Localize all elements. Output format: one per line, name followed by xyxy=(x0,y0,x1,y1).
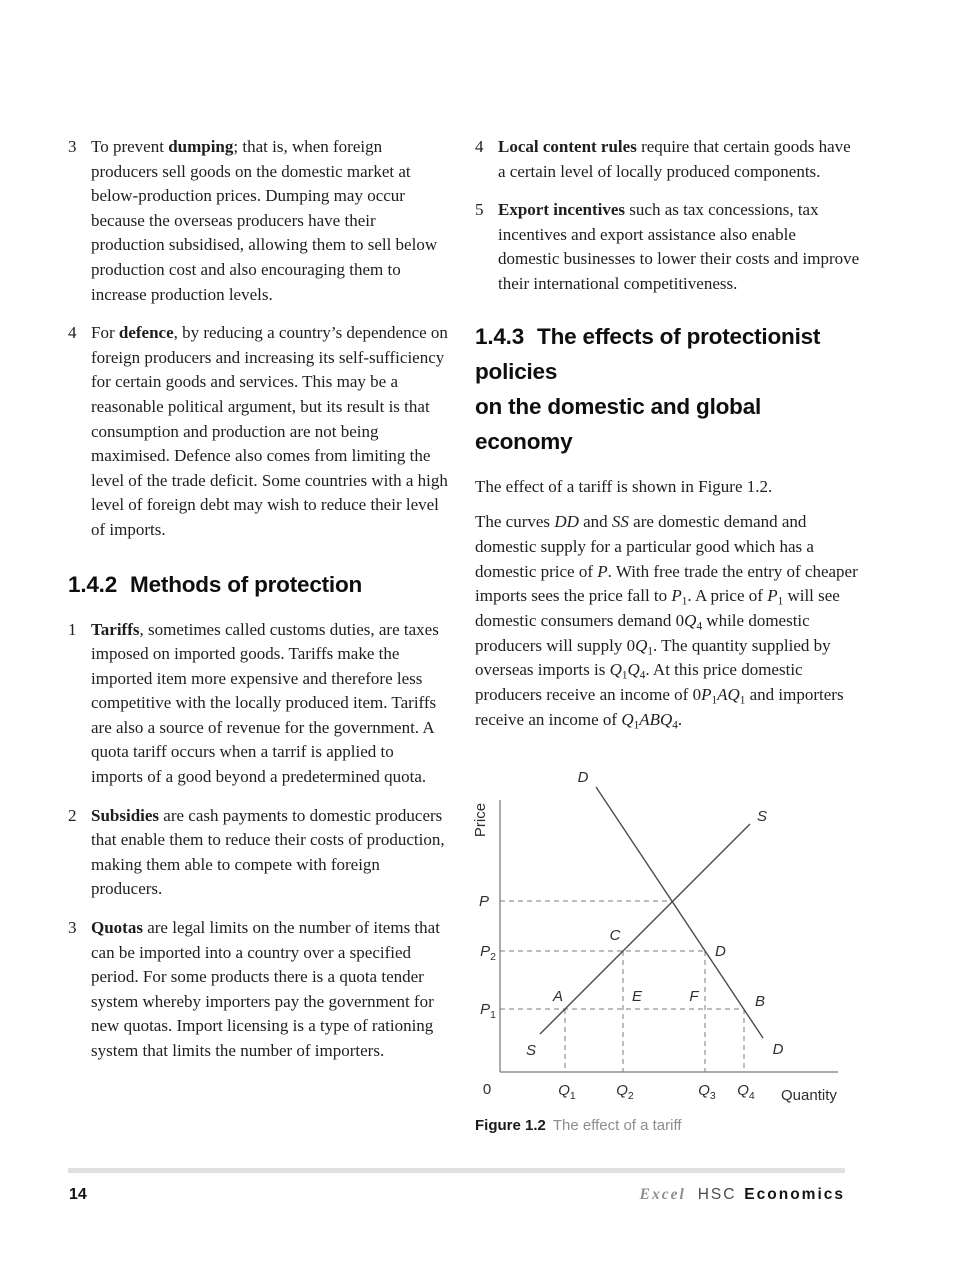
footer-divider-bar xyxy=(68,1168,845,1173)
price-p-label: P xyxy=(478,893,489,910)
section-heading-143 xyxy=(475,319,861,459)
left-column xyxy=(68,135,449,1078)
section-title-line1: The effects of protectionist policies xyxy=(475,323,821,384)
figure-caption-label: Figure 1.2 xyxy=(475,1117,546,1134)
section-heading-142 xyxy=(68,569,449,601)
section-number: 1.4.3 xyxy=(475,323,525,349)
brand-hsc: HSC xyxy=(697,1186,737,1203)
quantity-q4-label: $Q_4$ xyxy=(737,1082,755,1102)
price-p1-label: $P_1$ xyxy=(480,1001,496,1021)
point-f-label: F xyxy=(689,988,699,1005)
list-item-text: Local content rules require that certain goods have a certain level of locally produced components. xyxy=(498,137,851,181)
price-p2-label: $P_2$ xyxy=(480,943,496,963)
y-axis-title: Price xyxy=(472,802,489,838)
section-title-line2: on the domestic and global economy xyxy=(475,393,762,454)
supply-top-label: S xyxy=(756,808,768,825)
figure-1-2-diagram xyxy=(463,750,865,1112)
right-column xyxy=(475,135,861,733)
point-e-label: E xyxy=(631,988,643,1005)
list-item xyxy=(68,916,449,1064)
quantity-q2-label: $Q_2$ xyxy=(616,1082,634,1102)
list-item-text: Tariffs, sometimes called customs duties, are taxes imposed on imported goods. Tariffs make the imported item more expensive and therefore less competitive with the locally produced item. Tariffs are also a source of revenue for the government. A quota tariff occurs when a tarrif is applied to imports of a good beyond a predetermined quota. xyxy=(91,619,439,787)
list-item-text: Subsidies are cash payments to domestic producers that enable them to reduce their costs of production, making them able to compete with foreign producers. xyxy=(91,805,445,899)
brand-excel: Excel xyxy=(639,1186,686,1203)
paragraph-tariff-analysis: The curves DD and SS are domestic demand and domestic supply for a particular good which has a domestic price of P. With free trade the entry of cheaper imports sees the price fall to $P_1$. A price of $P_1$ will see domestic consumers demand $0Q_4$ while domestic producers will supply $0Q_1$. The quantity supplied by overseas imports is $Q_1Q_4$. At this price domestic producers receive an income of $0P_1AQ_1$ and importers receive an income of $Q_1ABQ_4$. xyxy=(475,512,858,732)
supply-curve xyxy=(540,824,750,1034)
figure-caption xyxy=(475,1116,682,1136)
list-item-number: 3 xyxy=(68,137,77,156)
list-item xyxy=(68,618,449,790)
list-item xyxy=(68,321,449,542)
demand-mid-label: D xyxy=(715,943,726,960)
list-item-number: 5 xyxy=(475,200,484,220)
point-c-label: C xyxy=(609,927,621,944)
list-item-text: For defence, by reducing a country’s dependence on foreign producers and increasing its self-sufficiency for certain goods and services. This may be a reasonable political argument, but its result is that consumption and production are not being maximised. Defence also comes from limiting the level of the trade deficit. Some countries with a high level of foreign debt may wish to reduce their level of imports. xyxy=(91,323,448,539)
page-number: 14 xyxy=(69,1186,87,1203)
list-item-number: 3 xyxy=(68,918,77,938)
tariff-diagram-svg xyxy=(463,750,865,1112)
point-a-label: A xyxy=(552,988,564,1005)
list-item-text: Quotas are legal limits on the number of items that can be imported into a country over a specified period. For some products there is a quota tender system whereby importers pay the government for new quotas. Import licensing is a type of rationing system that limits the number of importers. xyxy=(91,918,440,1060)
supply-bottom-label: S xyxy=(525,1042,537,1059)
demand-curve xyxy=(596,787,766,1038)
list-item-number: 2 xyxy=(68,805,77,825)
list-item xyxy=(475,135,861,184)
demand-bottom-label: D xyxy=(772,1041,784,1058)
paragraph-intro: The effect of a tariff is shown in Figure 1.2. xyxy=(475,476,773,496)
list-item xyxy=(475,198,861,296)
list-item-number: 1 xyxy=(68,619,77,639)
brand-subject: Economics xyxy=(744,1186,845,1203)
quantity-q3-label: $Q_3$ xyxy=(698,1082,716,1102)
x-axis-title: Quantity xyxy=(781,1087,837,1104)
section-number: 1.4.2 xyxy=(68,571,118,597)
list-item xyxy=(68,135,449,307)
origin-label: 0 xyxy=(482,1081,492,1098)
quantity-q1-label: $Q_1$ xyxy=(558,1082,576,1102)
demand-top-label: D xyxy=(577,769,589,786)
point-b-label: B xyxy=(754,993,766,1010)
list-item-text: Export incentives such as tax concessions, tax incentives and export assistance also enable domestic businesses to lower their costs and improve their international competitiveness. xyxy=(498,200,860,293)
list-item-text: To prevent dumping; that is, when foreign producers sell goods on the domestic market at below-production prices. Dumping may occur because the overseas producers have their production subsidised, allowing them to sell below production cost and also encouraging them to increase production levels. xyxy=(91,137,438,304)
list-item xyxy=(68,804,449,902)
footer-brand xyxy=(640,1186,845,1204)
list-item-number: 4 xyxy=(68,323,77,343)
list-item-number: 4 xyxy=(475,137,484,156)
section-title: Methods of protection xyxy=(130,571,363,597)
figure-caption-text: The effect of a tariff xyxy=(552,1117,682,1134)
